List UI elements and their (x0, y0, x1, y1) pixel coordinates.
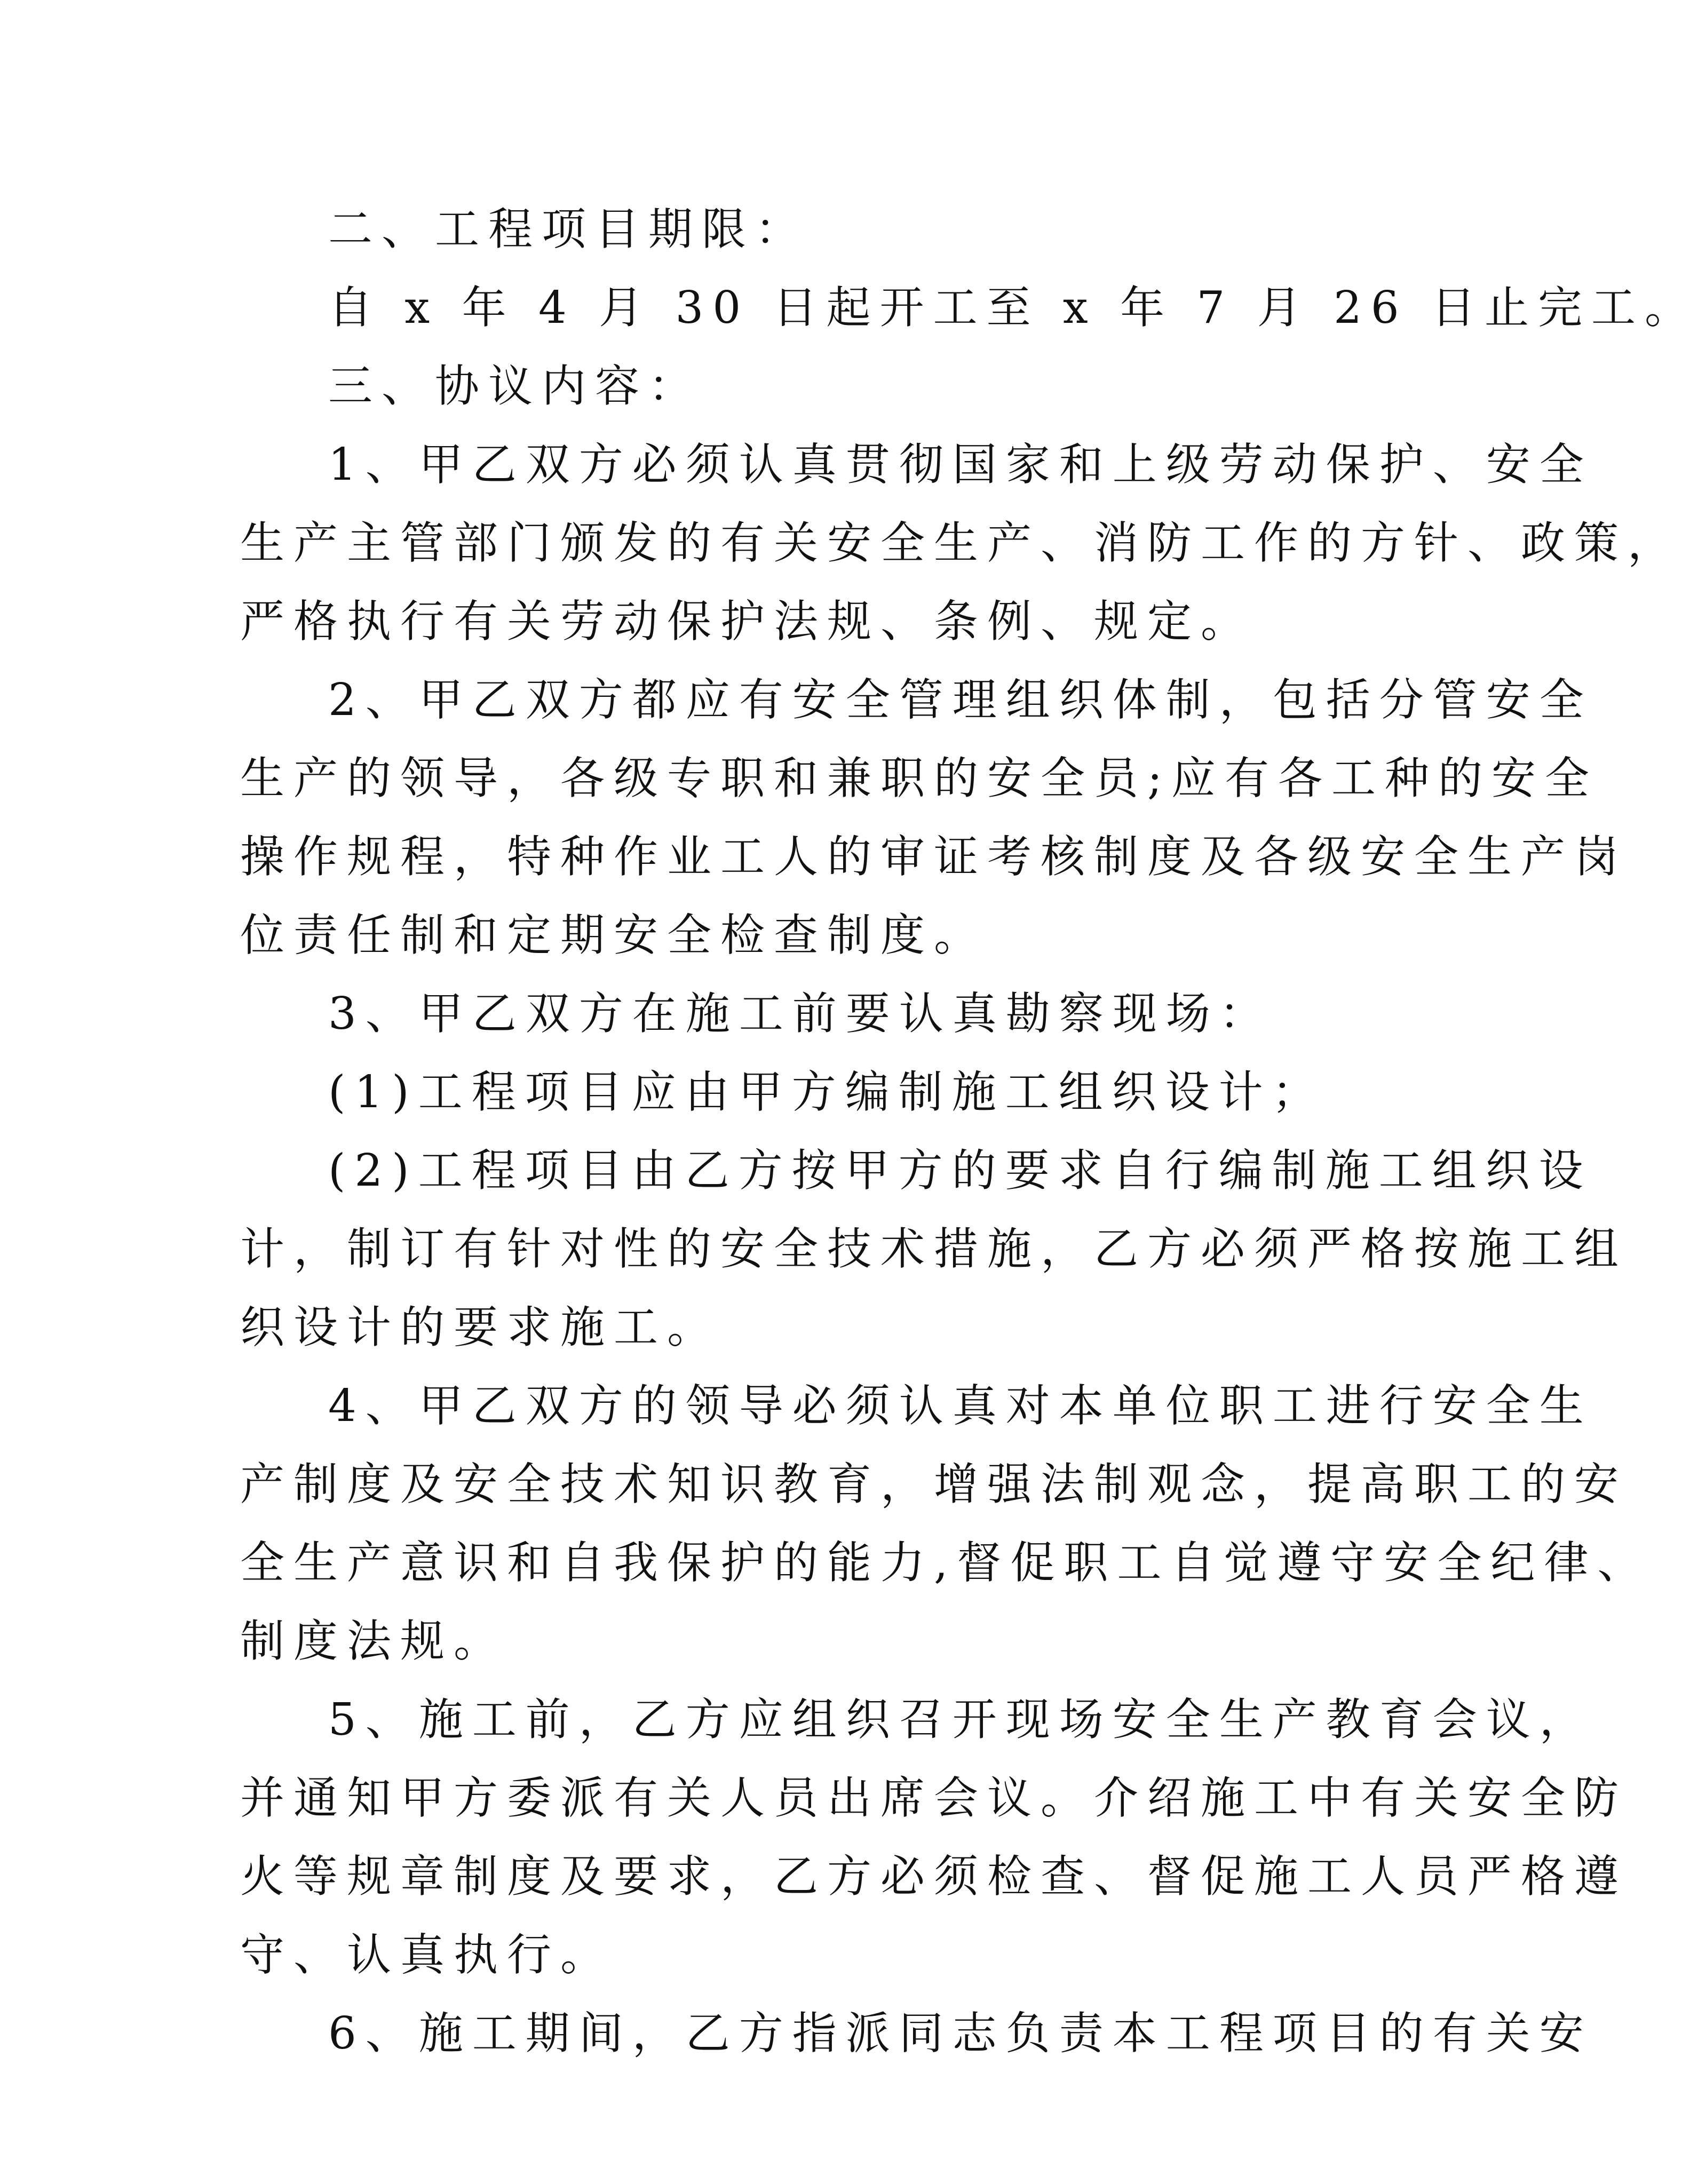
paragraph-line: 计，制订有针对性的安全技术措施，乙方必须严格按施工组 (240, 1223, 1628, 1275)
paragraph-line: 火等规章制度及要求，乙方必须检查、督促施工人员严格遵 (240, 1851, 1628, 1902)
text-line (0, 197, 1544, 261)
text-line (0, 1845, 1628, 1909)
paragraph-line: 1、甲乙双方必须认真贯彻国家和上级劳动保护、安全 (328, 439, 1593, 490)
paragraph-line: 并通知甲方委派有关人员出席会议。介绍施工中有关安全防 (240, 1772, 1628, 1824)
text-line (0, 903, 1544, 967)
text-line (0, 1531, 1651, 1595)
text-line (0, 1688, 1593, 1752)
paragraph-line: (2)工程项目由乙方按甲方的要求自行编制施工组织设 (328, 1145, 1592, 1196)
paragraph-line: 4、甲乙双方的领导必须认真对本单位职工进行安全生 (328, 1380, 1593, 1432)
section-heading: 二、工程项目期限： (328, 203, 808, 255)
text-line (0, 1060, 1544, 1124)
text-line (0, 590, 1544, 654)
paragraph-line: 2、甲乙双方都应有安全管理组织体制，包括分管安全 (328, 674, 1593, 726)
section-heading: 三、协议内容： (328, 360, 702, 412)
text-line (0, 1217, 1628, 1281)
paragraph-line: 守、认真执行。 (240, 1929, 614, 1981)
text-line (0, 668, 1593, 732)
text-line (0, 433, 1593, 497)
text-line (0, 982, 1544, 1046)
text-line (0, 746, 1598, 811)
paragraph-line: 织设计的要求施工。 (240, 1301, 720, 1353)
paragraph-line: 3、甲乙双方在施工前要认真勘察现场： (328, 988, 1273, 1039)
text-line (0, 2002, 1593, 2066)
text-line (0, 1923, 1544, 1987)
paragraph-line: 生产的领导，各级专职和兼职的安全员;应有各工种的安全 (240, 752, 1598, 804)
text-line (0, 354, 1544, 418)
paragraph-line: 全生产意识和自我保护的能力,督促职工自觉遵守安全纪律、 (240, 1537, 1651, 1589)
text-line (0, 825, 1628, 889)
paragraph-line: (1)工程项目应由甲方编制施工组织设计； (328, 1066, 1326, 1118)
paragraph-line: 6、施工期间，乙方指派同志负责本工程项目的有关安 (328, 2007, 1593, 2059)
paragraph-line: 生产主管部门颁发的有关安全生产、消防工作的方针、政策， (240, 517, 1681, 569)
text-line (0, 276, 1698, 340)
paragraph-line: 产制度及安全技术知识教育，增强法制观念，提高职工的安 (240, 1458, 1628, 1510)
paragraph-line: 自 x 年 4 月 30 日起开工至 x 年 7 月 26 日止完工。 (328, 282, 1698, 333)
text-line (0, 1374, 1593, 1438)
paragraph-line: 操作规程，特种作业工人的审证考核制度及各级安全生产岗 (240, 831, 1628, 883)
text-line (0, 1139, 1592, 1203)
paragraph-line: 5、施工前，乙方应组织召开现场安全生产教育会议， (328, 1694, 1593, 1745)
text-line (0, 511, 1681, 575)
text-line (0, 1766, 1628, 1830)
paragraph-line: 制度法规。 (240, 1615, 507, 1667)
text-line (0, 1609, 1544, 1673)
text-line (0, 1452, 1628, 1516)
paragraph-line: 严格执行有关劳动保护法规、条例、规定。 (240, 595, 1254, 647)
text-line (0, 1296, 1544, 1360)
paragraph-line: 位责任制和定期安全检查制度。 (240, 909, 987, 961)
